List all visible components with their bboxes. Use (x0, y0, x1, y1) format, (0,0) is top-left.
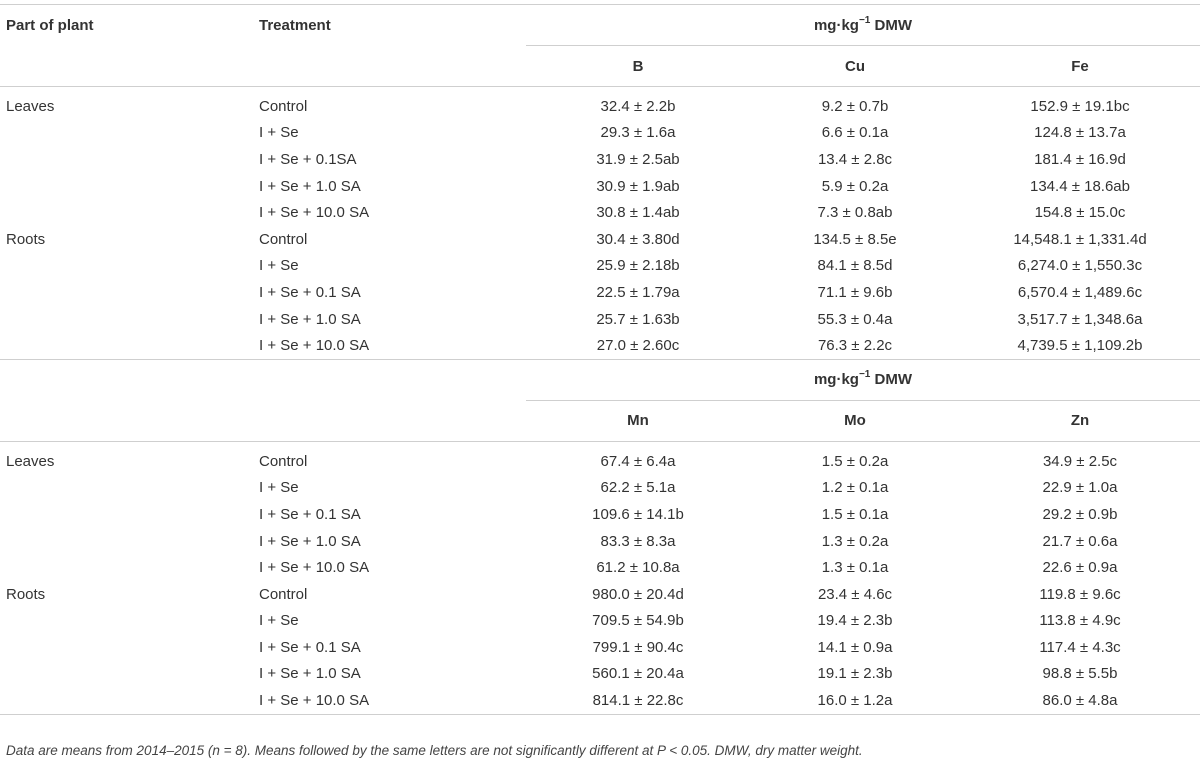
value-cell: 76.3 ± 2.2c (750, 332, 960, 359)
part-of-plant-cell (0, 279, 258, 306)
table-row (0, 501, 1200, 528)
value-cell: 1.5 ± 0.2a (821, 452, 889, 470)
value-cell: 31.9 ± 2.5ab (596, 150, 680, 168)
value-cell: 4,739.5 ± 1,109.2b (960, 332, 1200, 359)
column-header: B (526, 46, 750, 87)
column-header: Mn (526, 400, 750, 441)
table-row (0, 279, 1200, 306)
part-of-plant-cell (0, 661, 258, 688)
value-cell: 21.7 ± 0.6a (1042, 532, 1118, 550)
value-cell: 84.1 ± 8.5d (817, 257, 893, 275)
part-of-plant-cell: Leaves (6, 452, 55, 470)
table-row (0, 554, 1200, 581)
part-of-plant-cell (0, 146, 258, 173)
header-row-units-2 (0, 359, 1200, 400)
value-cell: 814.1 ± 22.8c (526, 687, 750, 714)
value-cell: 124.8 ± 13.7a (1034, 124, 1126, 142)
value-cell: 30.4 ± 3.80d (596, 230, 680, 248)
part-of-plant-cell: Roots (6, 230, 46, 248)
value-cell: 22.6 ± 0.9a (1042, 559, 1118, 577)
value-cell: 25.7 ± 1.63b (596, 310, 680, 328)
table-row (0, 661, 1200, 688)
table-row (0, 87, 1200, 120)
value-cell: 6,274.0 ± 1,550.3c (1017, 257, 1143, 275)
value-cell: 560.1 ± 20.4a (592, 665, 684, 683)
table-row (0, 634, 1200, 661)
part-of-plant-cell (0, 528, 258, 555)
header-unit (526, 359, 1200, 400)
unit-suffix: DMW (870, 16, 913, 34)
treatment-cell: I + Se + 1.0 SA (259, 665, 361, 683)
header-treatment: Treatment (259, 16, 331, 34)
unit-main: mg·kg (813, 371, 859, 389)
value-cell: 55.3 ± 0.4a (817, 310, 893, 328)
value-cell: 30.8 ± 1.4ab (596, 204, 680, 222)
part-of-plant-cell (0, 253, 258, 280)
part-of-plant-cell: Roots (6, 585, 46, 603)
unit-main: mg·kg (813, 16, 859, 34)
value-cell: 13.4 ± 2.8c (817, 150, 893, 168)
treatment-cell: I + Se + 1.0 SA (259, 310, 361, 328)
table-row (0, 199, 1200, 226)
part-of-plant-cell (0, 501, 258, 528)
value-cell: 6.6 ± 0.1a (821, 124, 889, 142)
treatment-cell: I + Se (259, 612, 299, 630)
value-cell: 113.8 ± 4.9c (1039, 612, 1121, 630)
value-cell: 19.1 ± 2.3b (817, 665, 893, 683)
value-cell: 62.2 ± 5.1a (600, 479, 676, 497)
table-row (0, 608, 1200, 635)
unit-suffix: DMW (870, 371, 913, 389)
value-cell: 67.4 ± 6.4a (600, 452, 676, 470)
treatment-cell: I + Se (259, 479, 299, 497)
part-of-plant-cell (0, 332, 258, 359)
treatment-cell: I + Se + 10.0 SA (258, 687, 526, 714)
value-cell: 29.3 ± 1.6a (600, 124, 676, 142)
value-cell: 22.9 ± 1.0a (1042, 479, 1118, 497)
value-cell: 5.9 ± 0.2a (821, 177, 889, 195)
value-cell: 134.5 ± 8.5e (813, 230, 897, 248)
value-cell: 154.8 ± 15.0c (1034, 204, 1126, 222)
treatment-cell: Control (259, 230, 308, 248)
value-cell: 14,548.1 ± 1,331.4d (1013, 230, 1147, 248)
column-header: Fe (960, 46, 1200, 87)
value-cell: 799.1 ± 90.4c (592, 638, 684, 656)
part-of-plant-cell (0, 120, 258, 147)
treatment-cell: I + Se + 1.0 SA (259, 177, 361, 195)
treatment-cell: I + Se (259, 257, 299, 275)
treatment-cell: I + Se + 0.1 SA (259, 505, 361, 523)
table-row (0, 253, 1200, 280)
value-cell: 29.2 ± 0.9b (1042, 505, 1118, 523)
column-header: Mo (750, 400, 960, 441)
treatment-cell: Control (259, 97, 308, 115)
treatment-cell: I + Se + 1.0 SA (259, 532, 361, 550)
value-cell: 117.4 ± 4.3c (1039, 638, 1121, 656)
treatment-cell: I + Se + 0.1 SA (259, 638, 361, 656)
table-row (0, 441, 1200, 474)
table-row (0, 528, 1200, 555)
table-row (0, 687, 1200, 714)
treatment-cell: I + Se (259, 124, 299, 142)
header-row-elements-2 (0, 400, 1200, 441)
value-cell: 134.4 ± 18.6ab (1030, 177, 1130, 195)
value-cell: 119.8 ± 9.6c (1039, 585, 1121, 603)
value-cell: 34.9 ± 2.5c (1042, 452, 1118, 470)
value-cell: 23.4 ± 4.6c (817, 585, 893, 603)
value-cell: 1.5 ± 0.1a (821, 505, 889, 523)
table-row (0, 475, 1200, 502)
treatment-cell: Control (259, 585, 308, 603)
value-cell: 181.4 ± 16.9d (1034, 150, 1126, 168)
part-of-plant-cell (0, 306, 258, 333)
value-cell: 1.2 ± 0.1a (821, 479, 889, 497)
value-cell: 980.0 ± 20.4d (592, 585, 684, 603)
part-of-plant-cell: Leaves (6, 97, 55, 115)
treatment-cell: I + Se + 0.1 SA (259, 283, 361, 301)
value-cell: 98.8 ± 5.5b (1042, 665, 1118, 683)
value-cell: 16.0 ± 1.2a (750, 687, 960, 714)
value-cell: 7.3 ± 0.8ab (817, 204, 893, 222)
value-cell: 32.4 ± 2.2b (600, 97, 676, 115)
value-cell: 22.5 ± 1.79a (596, 283, 680, 301)
unit-superscript: −1 (858, 369, 871, 381)
treatment-cell: Control (259, 452, 308, 470)
table-row (0, 120, 1200, 147)
table-row (0, 332, 1200, 359)
column-header: Cu (750, 46, 960, 87)
unit-superscript: −1 (858, 14, 871, 26)
value-cell: 27.0 ± 2.60c (526, 332, 750, 359)
table-row (0, 173, 1200, 200)
header-unit (526, 5, 1200, 46)
header-row-units-1 (0, 5, 1200, 46)
value-cell: 152.9 ± 19.1bc (1030, 97, 1130, 115)
treatment-cell: I + Se + 10.0 SA (259, 204, 370, 222)
value-cell: 9.2 ± 0.7b (821, 97, 889, 115)
treatment-cell: I + Se + 10.0 SA (258, 332, 526, 359)
value-cell: 86.0 ± 4.8a (960, 687, 1200, 714)
value-cell: 61.2 ± 10.8a (596, 559, 680, 577)
part-of-plant-cell (0, 554, 258, 581)
header-part-of-plant: Part of plant (6, 16, 94, 34)
part-of-plant-cell (0, 173, 258, 200)
value-cell: 109.6 ± 14.1b (592, 505, 684, 523)
value-cell: 71.1 ± 9.6b (817, 283, 893, 301)
table-row (0, 146, 1200, 173)
value-cell: 3,517.7 ± 1,348.6a (1017, 310, 1143, 328)
value-cell: 6,570.4 ± 1,489.6c (1017, 283, 1143, 301)
value-cell: 30.9 ± 1.9ab (596, 177, 680, 195)
value-cell: 14.1 ± 0.9a (817, 638, 893, 656)
value-cell: 709.5 ± 54.9b (592, 612, 684, 630)
header-row-elements-1 (0, 46, 1200, 87)
nutrient-table (0, 4, 1200, 715)
table-row (0, 581, 1200, 608)
table-row (0, 226, 1200, 253)
part-of-plant-cell (0, 687, 258, 714)
treatment-cell: I + Se + 10.0 SA (259, 559, 370, 577)
part-of-plant-cell (0, 475, 258, 502)
part-of-plant-cell (0, 634, 258, 661)
column-header: Zn (960, 400, 1200, 441)
value-cell: 83.3 ± 8.3a (600, 532, 676, 550)
part-of-plant-cell (0, 199, 258, 226)
part-of-plant-cell (0, 608, 258, 635)
value-cell: 19.4 ± 2.3b (817, 612, 893, 630)
value-cell: 25.9 ± 2.18b (596, 257, 680, 275)
value-cell: 1.3 ± 0.2a (821, 532, 889, 550)
value-cell: 1.3 ± 0.1a (821, 559, 889, 577)
treatment-cell: I + Se + 0.1SA (259, 150, 357, 168)
table-row (0, 306, 1200, 333)
table-footnote: Data are means from 2014–2015 (n = 8). Means followed by the same letters are not significantly different at P < 0.05. DMW, dry matter weight. (6, 743, 863, 758)
